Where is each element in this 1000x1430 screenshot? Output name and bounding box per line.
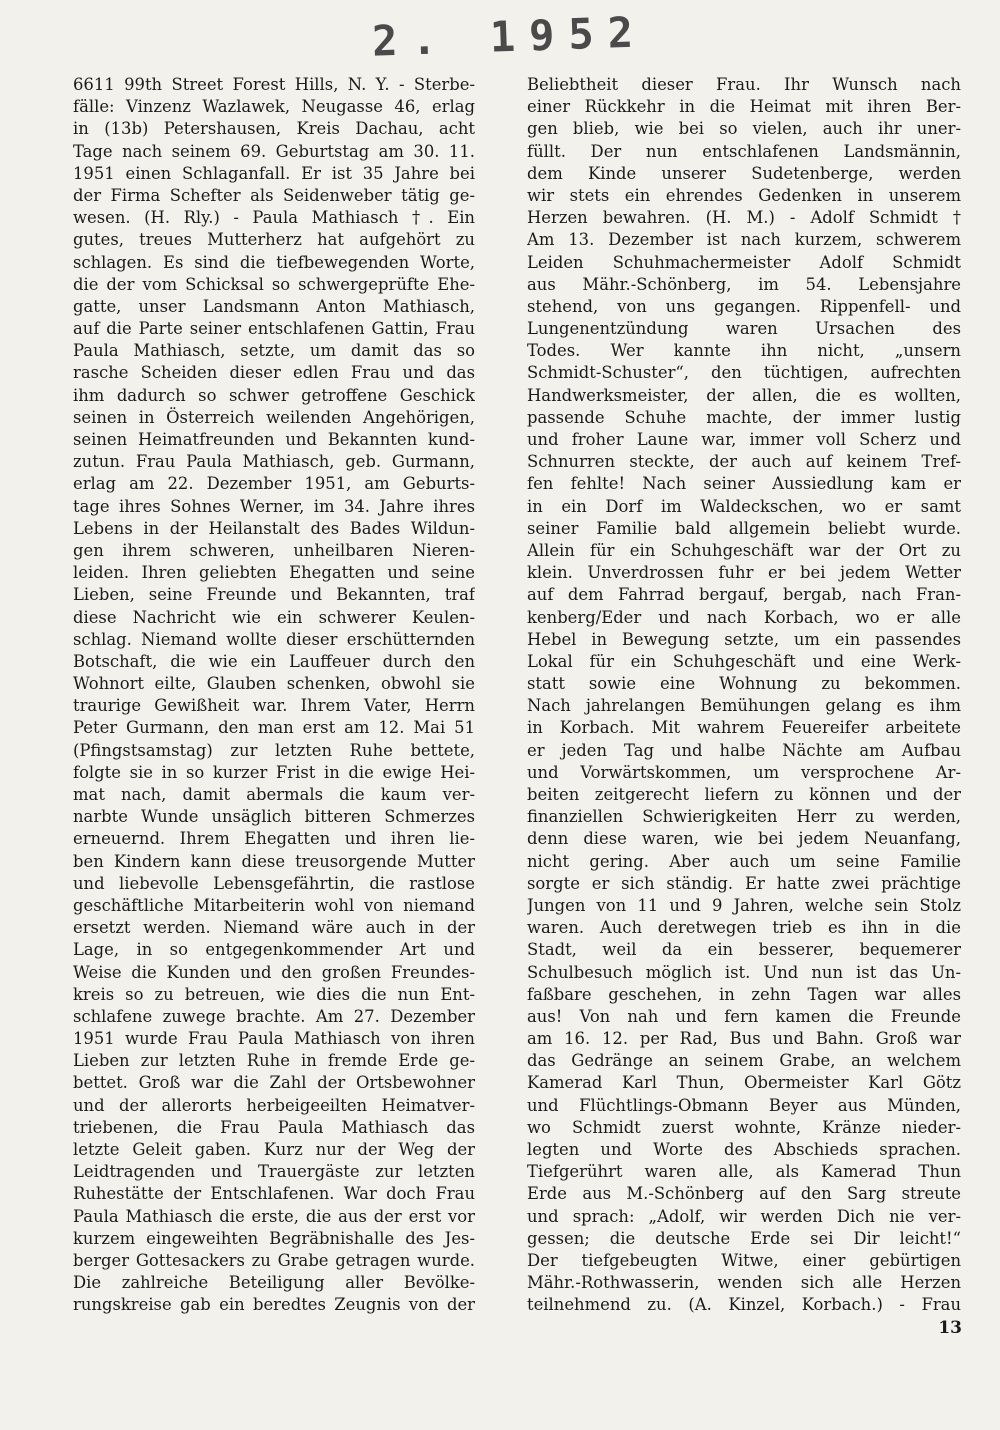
right-column-line: Stadt, weil da ein besserer, bequemerer bbox=[527, 940, 961, 960]
left-column-line: (Pfingstsamstag) zur letzten Ruhe bettete, bbox=[73, 740, 475, 760]
left-column-line: schlafene zuwege brachte. Am 27. Dezember bbox=[73, 1006, 475, 1026]
right-column-line: in Korbach. Mit wahrem Feuereifer arbeitete bbox=[527, 718, 961, 738]
left-column-line: Tage nach seinem 69. Geburtstag am 30. 11. bbox=[73, 141, 475, 161]
left-column-line: ersetzt werden. Niemand wäre auch in der bbox=[73, 918, 475, 938]
right-column-line: und Flüchtlings-Obmann Beyer aus Münden, bbox=[527, 1095, 961, 1115]
left-column-line: geschäftliche Mitarbeiterin wohl von niemand bbox=[73, 895, 475, 915]
right-column-line: seiner Familie bald allgemein beliebt wurde. bbox=[527, 518, 961, 538]
left-column-line: Paula Mathiasch die erste, die aus der erst vor bbox=[73, 1206, 475, 1226]
left-column-line: Wohnort eilte, Glauben schenken, obwohl sie bbox=[73, 674, 475, 694]
right-column-line: sorgte er sich ständig. Er hatte zwei prächtige bbox=[527, 873, 961, 893]
left-column-line: diese Nachricht wie ein schwerer Keulen- bbox=[73, 607, 475, 627]
right-column-line: Am 13. Dezember ist nach kurzem, schwerem bbox=[527, 230, 961, 250]
left-column-line: 1951 einen Schlaganfall. Er ist 35 Jahre bei bbox=[73, 163, 475, 183]
right-column-line: Herzen bewahren. (H. M.) - Adolf Schmidt † bbox=[527, 208, 961, 228]
left-column-line: gatte, unser Landsmann Anton Mathiasch, bbox=[73, 296, 475, 316]
left-column-line: schlagen. Es sind die tiefbewegenden Worte, bbox=[73, 252, 475, 272]
left-column-line: letzte Geleit gaben. Kurz nur der Weg der bbox=[73, 1140, 475, 1159]
right-column-line: dem Kinde unserer Sudetenberge, werden bbox=[527, 163, 961, 183]
right-column-line: Erde aus M.-Schönberg auf den Sarg streute bbox=[527, 1184, 961, 1204]
right-column-line: fen fehlte! Nach seiner Aussiedlung kam er bbox=[527, 474, 961, 494]
left-column-line: Lebens in der Heilanstalt des Bades Wildun- bbox=[73, 518, 475, 538]
right-column-line: beiten zeitgerecht liefern zu können und der bbox=[527, 785, 961, 804]
left-column-line: in (13b) Petershausen, Kreis Dachau, acht bbox=[73, 119, 475, 139]
right-column-line: und sprach: „Adolf, wir werden Dich nie ver- bbox=[527, 1206, 961, 1226]
left-column-line: seinen Heimatfreunden und Bekannten kund- bbox=[73, 430, 475, 449]
left-column-line: bettet. Groß war die Zahl der Ortsbewohner bbox=[73, 1073, 475, 1093]
right-column-line: Schulbesuch möglich ist. Und nun ist das Un- bbox=[527, 962, 961, 982]
left-column-line: zutun. Frau Paula Mathiasch, geb. Gurmann, bbox=[73, 452, 475, 472]
right-column-line: er jeden Tag und halbe Nächte am Aufbau bbox=[527, 740, 961, 760]
right-column-line: kenberg/Eder und nach Korbach, wo er alle bbox=[527, 607, 961, 627]
right-column-line: Hebel in Bewegung setzte, um ein passendes bbox=[527, 629, 961, 649]
handwritten-date-stamp: 2. 1952 bbox=[371, 7, 648, 66]
left-column-line: 6611 99th Street Forest Hills, N. Y. - Sterbe- bbox=[73, 75, 475, 94]
left-column-line: traurige Gewißheit war. Ihrem Vater, Herrn bbox=[73, 696, 475, 716]
left-column-line: Ruhestätte der Entschlafenen. War doch Frau bbox=[73, 1184, 475, 1204]
right-column-line: Lokal für ein Schuhgeschäft und eine Werk- bbox=[527, 651, 961, 671]
right-column-line: Jungen von 11 und 9 Jahren, welche sein Stolz bbox=[527, 895, 961, 915]
left-column-line: fälle: Vinzenz Wazlawek, Neugasse 46, erlag bbox=[73, 97, 475, 117]
page-number: 13 bbox=[938, 1318, 962, 1338]
right-column-line: einer Rückkehr in die Heimat mit ihren Ber- bbox=[527, 97, 961, 117]
left-column-line: berger Gottesackers zu Grabe getragen wurde. bbox=[73, 1250, 475, 1270]
left-column-line: folgte sie in so kurzer Frist in die ewige Hei- bbox=[73, 762, 475, 782]
right-column-line: Schnurren steckte, der auch auf keinem Tref- bbox=[527, 452, 961, 472]
left-column-line: Leidtragenden und Trauergäste zur letzten bbox=[73, 1162, 475, 1182]
left-column-line: tage ihres Sohnes Werner, im 34. Jahre ihres bbox=[73, 496, 475, 516]
left-column-line: erneuernd. Ihrem Ehegatten und ihren lie- bbox=[73, 829, 475, 849]
left-column-line: kurzem eingeweihten Begräbnishalle des Jes- bbox=[73, 1228, 475, 1248]
right-column-line: auf dem Fahrrad bergauf, bergab, nach Fran- bbox=[527, 585, 961, 605]
right-column-line: nicht gering. Aber auch um seine Familie bbox=[527, 851, 961, 871]
left-column-line: Paula Mathiasch, setzte, um damit das so bbox=[73, 341, 475, 361]
right-column-line: gen blieb, wie bei so vielen, auch ihr uner- bbox=[527, 119, 961, 139]
right-column-line: Beliebtheit dieser Frau. Ihr Wunsch nach bbox=[527, 75, 961, 94]
left-column-line: wesen. (H. Rly.) - Paula Mathiasch †. Ein bbox=[73, 208, 475, 228]
left-column-line: ihm dadurch so schwer getroffene Geschick bbox=[73, 385, 475, 405]
right-column-line: stehend, von uns gegangen. Rippenfell- und bbox=[527, 296, 961, 316]
right-column-line: statt sowie eine Wohnung zu bekommen. bbox=[527, 674, 961, 694]
left-column-line: auf die Parte seiner entschlafenen Gattin, Frau bbox=[73, 319, 475, 339]
left-text-column bbox=[73, 74, 475, 1317]
left-column-line: und liebevolle Lebensgefährtin, die rastlose bbox=[73, 873, 475, 893]
left-column-line: Peter Gurmann, den man erst am 12. Mai 51 bbox=[73, 718, 475, 738]
right-column-line: in ein Dorf im Waldeckschen, wo er samt bbox=[527, 496, 961, 516]
right-column-line: Mähr.-Rothwasserin, wenden sich alle Herzen bbox=[527, 1273, 961, 1293]
right-column-line: Kamerad Karl Thun, Obermeister Karl Götz bbox=[527, 1073, 961, 1093]
left-column-line: Lieben zur letzten Ruhe in fremde Erde ge- bbox=[73, 1051, 475, 1071]
left-column-line: mat nach, damit abermals die kaum ver- bbox=[73, 785, 475, 804]
left-column-line: seinen in Österreich weilenden Angehörigen, bbox=[73, 407, 475, 427]
left-column-line: die der vom Schicksal so schwergeprüfte Ehe- bbox=[73, 274, 475, 294]
left-column-line: Lage, in so entgegenkommender Art und bbox=[73, 940, 475, 960]
right-column-line: passende Schuhe machte, der immer lustig bbox=[527, 407, 961, 427]
left-column-line: Die zahlreiche Beteiligung aller Bevölke- bbox=[73, 1273, 475, 1293]
left-column-line: rasche Scheiden dieser edlen Frau und das bbox=[73, 363, 475, 383]
left-column-line: rungskreise gab ein beredtes Zeugnis von der bbox=[73, 1295, 475, 1315]
right-column-line: legten und Worte des Abschieds sprachen. bbox=[527, 1140, 961, 1159]
right-column-line: wo Schmidt zuerst wohnte, Kränze nieder- bbox=[527, 1117, 961, 1137]
left-column-line: ben Kindern kann diese treusorgende Mutter bbox=[73, 851, 475, 871]
left-column-line: Botschaft, die wie ein Lauffeuer durch den bbox=[73, 651, 475, 671]
left-column-line: Weise die Kunden und den großen Freundes- bbox=[73, 962, 475, 982]
left-column-line: Lieben, seine Freunde und Bekannten, traf bbox=[73, 585, 475, 605]
right-column-line: aus Mähr.-Schönberg, im 54. Lebensjahre bbox=[527, 274, 961, 294]
right-column-line: Der tiefgebeugten Witwe, einer gebürtigen bbox=[527, 1250, 961, 1270]
left-column-line: erlag am 22. Dezember 1951, am Geburts- bbox=[73, 474, 475, 494]
right-column-line: klein. Unverdrossen fuhr er bei jedem Wetter bbox=[527, 563, 961, 583]
right-column-line: wir stets ein ehrendes Gedenken in unserem bbox=[527, 185, 961, 205]
right-column-line: denn diese waren, wie bei jedem Neuanfang, bbox=[527, 829, 961, 849]
right-column-line: teilnehmend zu. (A. Kinzel, Korbach.) - Frau bbox=[527, 1295, 961, 1315]
left-column-line: triebenen, die Frau Paula Mathiasch das bbox=[73, 1117, 475, 1137]
right-column-line: Nach jahrelangen Bemühungen gelang es ihm bbox=[527, 696, 961, 716]
right-column-line: und Vorwärtskommen, um versprochene Ar- bbox=[527, 762, 961, 782]
right-column-line: Handwerksmeister, der allen, die es wollten, bbox=[527, 385, 961, 405]
left-column-line: gutes, treues Mutterherz hat aufgehört zu bbox=[73, 230, 475, 250]
left-column-line: leiden. Ihren geliebten Ehegatten und seine bbox=[73, 563, 475, 583]
right-column-line: finanziellen Schwierigkeiten Herr zu werden, bbox=[527, 807, 961, 827]
left-column-line: der Firma Schefter als Seidenweber tätig ge- bbox=[73, 185, 475, 205]
right-column-line: am 16. 12. per Rad, Bus und Bahn. Groß war bbox=[527, 1029, 961, 1049]
right-column-line: Leiden Schuhmachermeister Adolf Schmidt bbox=[527, 252, 961, 272]
right-column-line: Allein für ein Schuhgeschäft war der Ort zu bbox=[527, 540, 961, 560]
right-column-line: füllt. Der nun entschlafenen Landsmännin, bbox=[527, 141, 961, 161]
right-column-line: Todes. Wer kannte ihn nicht, „unsern bbox=[527, 341, 961, 361]
right-column-line: aus! Von nah und fern kamen die Freunde bbox=[527, 1006, 961, 1026]
right-column-line: und froher Laune war, immer voll Scherz und bbox=[527, 430, 961, 449]
left-column-line: schlag. Niemand wollte dieser erschütternden bbox=[73, 629, 475, 649]
left-column-line: 1951 wurde Frau Paula Mathiasch von ihren bbox=[73, 1029, 475, 1049]
left-column-line: und der allerorts herbeigeeilten Heimatver- bbox=[73, 1095, 475, 1115]
right-column-line: faßbare geschehen, in zehn Tagen war alles bbox=[527, 984, 961, 1004]
left-column-line: kreis so zu betreuen, wie dies die nun Ent- bbox=[73, 984, 475, 1004]
right-column-line: das Gedränge an seinem Grabe, an welchem bbox=[527, 1051, 961, 1071]
left-column-line: gen ihrem schweren, unheilbaren Nieren- bbox=[73, 540, 475, 560]
right-column-line: Schmidt-Schuster“, den tüchtigen, aufrechten bbox=[527, 363, 961, 383]
right-column-line: waren. Auch deretwegen trieb es ihn in die bbox=[527, 918, 961, 938]
right-text-column bbox=[527, 74, 961, 1317]
left-column-line: narbte Wunde unsäglich bitteren Schmerzes bbox=[73, 807, 475, 827]
right-column-line: gessen; die deutsche Erde sei Dir leicht!“ bbox=[527, 1228, 961, 1248]
right-column-line: Tiefgerührt waren alle, als Kamerad Thun bbox=[527, 1162, 961, 1182]
right-column-line: Lungenentzündung waren Ursachen des bbox=[527, 319, 961, 339]
